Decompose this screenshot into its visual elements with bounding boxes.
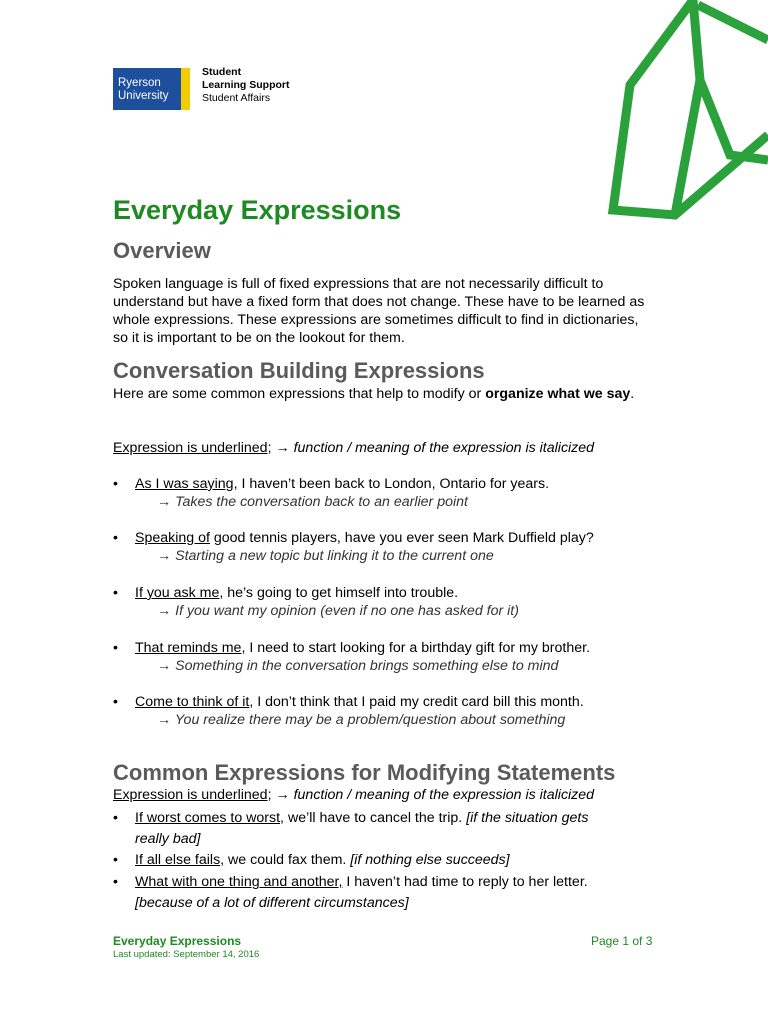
decorative-green-shape xyxy=(600,0,768,230)
dept-line-2: Learning Support xyxy=(202,79,290,91)
intro-bold-text: organize what we say xyxy=(485,386,631,402)
list-item xyxy=(113,475,658,511)
expression: If worst comes to worst, xyxy=(135,810,285,826)
list-item xyxy=(113,850,658,871)
dept-line-3: Student Affairs xyxy=(202,92,271,104)
example-text: I haven’t had time to reply to her letter. xyxy=(342,874,588,890)
bullet-icon: • xyxy=(113,852,118,868)
expression: As I was saying xyxy=(135,476,234,492)
conversation-legend xyxy=(113,439,594,457)
department-label xyxy=(202,66,290,110)
footer xyxy=(113,934,259,960)
list-item xyxy=(113,584,658,620)
overview-heading: Overview xyxy=(113,238,211,263)
legend-underlined: Expression is underlined xyxy=(113,787,268,803)
footer-updated-date: Last updated: September 14, 2016 xyxy=(113,949,260,960)
meaning: → Takes the conversation back to an earlier point xyxy=(157,494,468,510)
page-number: Page 1 of 3 xyxy=(591,934,653,948)
expression: That reminds me xyxy=(135,640,242,656)
page-title: Everyday Expressions xyxy=(113,195,402,225)
bullet-icon: • xyxy=(113,640,118,656)
legend-separator: ; → xyxy=(267,787,294,803)
example-text: we could fax them. xyxy=(224,852,351,868)
logo-line-1: Ryerson xyxy=(118,77,161,89)
modifying-heading: Common Expressions for Modifying Statements xyxy=(113,760,616,785)
conversation-intro xyxy=(113,385,643,403)
meaning: → Something in the conversation brings something else to mind xyxy=(157,658,559,674)
legend-italic: function / meaning of the expression is italicized xyxy=(293,440,595,456)
intro-text: Here are some common expressions that help to modify or xyxy=(113,386,486,402)
expression: Speaking of xyxy=(135,530,210,546)
meaning: [because of a lot of different circumstances] xyxy=(135,895,409,911)
example-text: , I haven’t been back to London, Ontario for years. xyxy=(233,476,550,492)
conversation-heading: Conversation Building Expressions xyxy=(113,358,485,383)
meaning: → Starting a new topic but linking it to the current one xyxy=(157,548,494,564)
expression: If you ask me xyxy=(135,585,220,601)
legend-separator: ; → xyxy=(267,440,294,456)
ryerson-logo xyxy=(113,68,290,110)
expression: Come to think of it xyxy=(135,694,250,710)
list-item xyxy=(113,529,658,565)
list-item xyxy=(113,872,633,914)
meaning: [if nothing else succeeds] xyxy=(350,852,510,868)
bullet-icon: • xyxy=(113,694,118,710)
legend-underlined: Expression is underlined xyxy=(113,440,268,456)
legend-italic: function / meaning of the expression is italicized xyxy=(293,787,595,803)
modifying-legend xyxy=(113,786,594,804)
expression: If all else fails, xyxy=(135,852,225,868)
intro-period: . xyxy=(630,386,635,402)
list-item xyxy=(113,639,658,675)
footer-title: Everyday Expressions xyxy=(113,934,242,948)
bullet-icon: • xyxy=(113,530,118,546)
example-text: , he’s going to get himself into trouble. xyxy=(219,585,459,601)
dept-line-1: Student xyxy=(202,66,242,78)
logo-yellow-bar xyxy=(181,68,190,110)
bullet-icon: • xyxy=(113,810,118,826)
bullet-icon: • xyxy=(113,585,118,601)
meaning: [if the situation gets really bad] xyxy=(135,810,589,847)
university-wordmark xyxy=(113,68,181,110)
meaning: → You realize there may be a problem/question about something xyxy=(157,712,566,728)
list-item xyxy=(113,808,623,850)
overview-paragraph: Spoken language is full of fixed expressions that are not necessarily difficult to understand but have a fixed form that does not change. These have to be learned as whole expressions. These expressions are sometimes difficult to find in dictionaries, so it is important to be on the lookout for them. xyxy=(113,276,645,346)
meaning: → If you want my opinion (even if no one has asked for it) xyxy=(157,603,519,619)
logo-line-2: University xyxy=(118,90,169,102)
example-text: good tennis players, have you ever seen Mark Duffield play? xyxy=(209,530,594,546)
example-text: , I don’t think that I paid my credit card bill this month. xyxy=(249,694,584,710)
expression: What with one thing and another, xyxy=(135,874,343,890)
bullet-icon: • xyxy=(113,476,118,492)
list-item xyxy=(113,693,658,729)
bullet-icon: • xyxy=(113,874,118,890)
example-text: , I need to start looking for a birthday gift for my brother. xyxy=(241,640,591,656)
example-text: we’ll have to cancel the trip. xyxy=(284,810,467,826)
